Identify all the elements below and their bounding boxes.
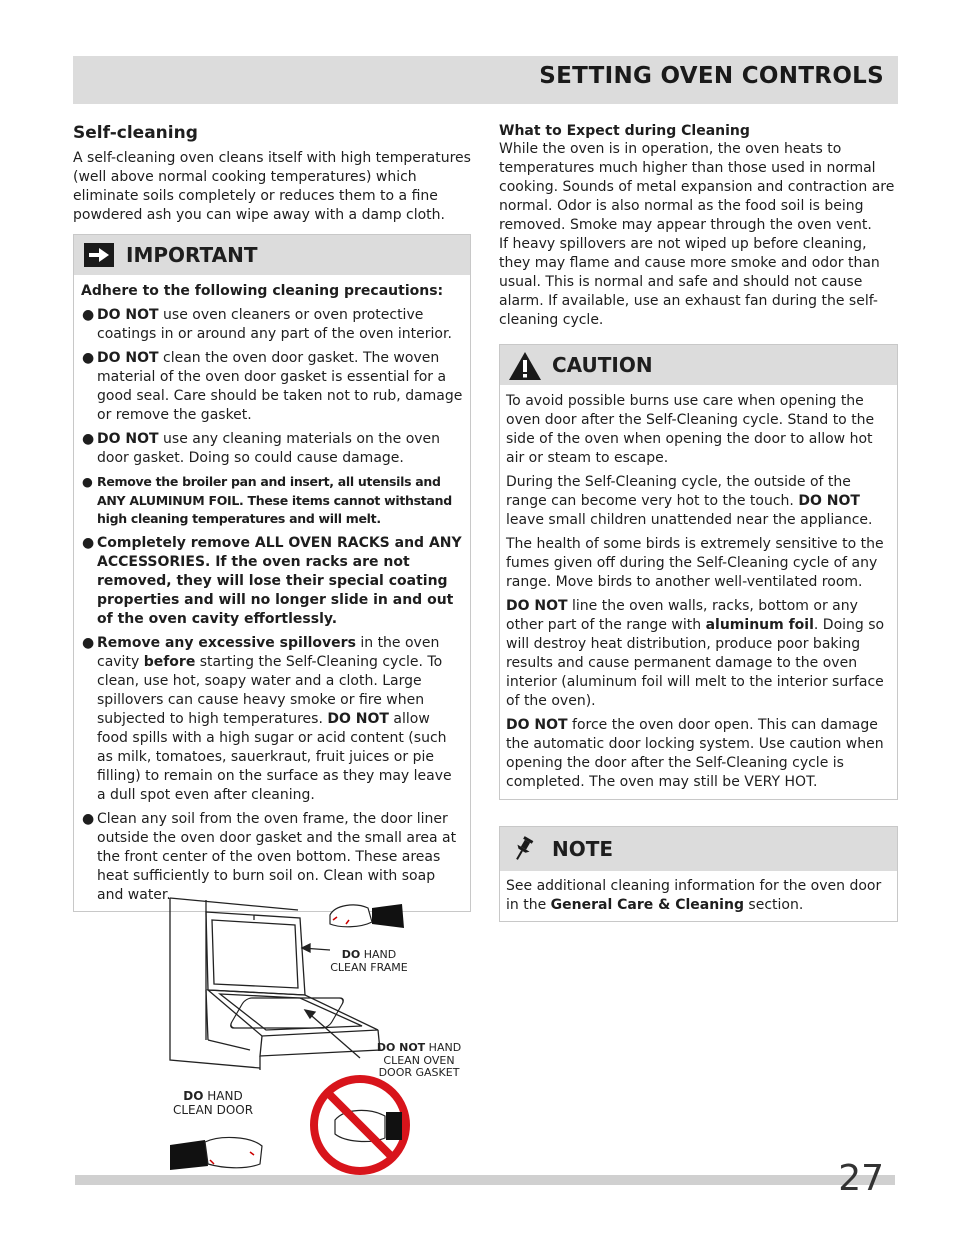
- right-column: [499, 122, 898, 922]
- precautions-list: [80, 306, 464, 905]
- footer-bar: [75, 1175, 895, 1185]
- important-box: [73, 234, 471, 912]
- note-text: See additional cleaning information for the oven door in the General Care & Cleaning section.: [506, 878, 882, 913]
- what-to-expect-p1: While the oven is in operation, the oven heats to temperatures much higher than those used in normal cooking. Sounds of metal expansion and contraction are normal. Odor is also normal as the food soil is being removed. Smoke may appear through the oven vent.: [499, 141, 895, 233]
- label-do-hand-clean-door: DO HAND CLEAN DOOR: [172, 1089, 254, 1117]
- what-to-expect-p2: If heavy spillovers are not wiped up before cleaning, they may flame and cause more smoke and odor than usual. This is normal and safe and should not cause alarm. If available, use an exhaust fan during the self-cleaning cycle.: [499, 236, 880, 328]
- caution-header: [500, 345, 897, 385]
- list-item: ● Completely remove ALL OVEN RACKS and ANY ACCESSORIES. If the oven racks are not removed, they will lose their special coating properties and will no longer slide in and out of the oven cavity effortlessly.: [82, 534, 462, 627]
- caution-label: CAUTION: [552, 353, 653, 377]
- pushpin-icon: [512, 836, 534, 866]
- oven-drawing: [150, 890, 480, 1180]
- important-lead: Adhere to the following cleaning precautions:: [81, 283, 444, 299]
- list-item: ● DO NOT clean the oven door gasket. The woven material of the oven door gasket is essential for a good seal. Care should be taken not to rub, damage or remove the gasket.: [82, 350, 463, 423]
- list-item: ● DO NOT use oven cleaners or oven protective coatings in or around any part of the oven interior.: [82, 307, 452, 342]
- prohibited-icon: [314, 1079, 406, 1171]
- hand-door-icon: [170, 1137, 262, 1170]
- important-header: [74, 235, 470, 275]
- self-cleaning-intro: A self-cleaning oven cleans itself with high temperatures (well above normal cooking temperatures) which eliminate soils completely or reduces them to a fine powdered ash you can wipe away with a damp cloth.: [73, 150, 471, 223]
- label-do-hand-clean-frame: DO HAND CLEAN FRAME: [330, 948, 408, 974]
- list-item: ● Remove any excessive spillovers in the oven cavity before starting the Self-Cleaning cycle. To clean, use hot, soapy water and a cloth. Large spillovers can cause heavy smoke or fire when subjected to high temperatures. DO NOT allow food spills with a high sugar or acid content (such as milk, tomatoes, sauerkraut, fruit juices or pie filling) to remain on the surface as they may leave a dull spot even after cleaning.: [82, 634, 452, 803]
- left-column: [73, 122, 471, 912]
- caution-p3: The health of some birds is extremely sensitive to the fumes given off during the Self-Cleaning cycle of any range. Move birds to another well-ventilated room.: [506, 536, 884, 590]
- list-item: ● DO NOT use any cleaning materials on the oven door gasket. Doing so could cause damage.: [82, 431, 441, 466]
- label-do-not-hand-clean-gasket: DO NOT HAND CLEAN OVEN DOOR GASKET: [376, 1041, 462, 1079]
- oven-cleaning-illustration: [150, 890, 480, 1180]
- list-item: ● Remove the broiler pan and insert, all utensils and ANY ALUMINUM FOIL. These items cannot withstand high cleaning temperatures and will melt.: [82, 474, 452, 526]
- caution-p2: During the Self-Cleaning cycle, the outside of the range can become very hot to the touch. DO NOT leave small children unattended near the appliance.: [506, 474, 873, 528]
- note-label: NOTE: [552, 837, 614, 861]
- note-header: [500, 827, 897, 871]
- caution-p1: To avoid possible burns use care when opening the oven door after the Self-Cleaning cycle. Stand to the side of the oven when opening the door to allow hot air or steam to escape.: [506, 393, 875, 466]
- caution-box: [499, 344, 898, 800]
- page-title: SETTING OVEN CONTROLS: [539, 63, 884, 89]
- note-box: [499, 826, 898, 922]
- warning-triangle-icon: [508, 351, 542, 385]
- page-number: 27: [838, 1158, 884, 1199]
- list-item: ● Clean any soil from the oven frame, the door liner outside the oven door gasket and the small area at the front center of the oven bottom. These areas heat sufficiently to burn soil on. Clean with soap and water.: [82, 810, 457, 903]
- important-label: IMPORTANT: [126, 243, 258, 267]
- arrow-right-icon: [84, 243, 114, 271]
- self-cleaning-heading: Self-cleaning: [73, 123, 198, 143]
- hand-frame-icon: [330, 904, 404, 928]
- caution-p4: DO NOT line the oven walls, racks, bottom or any other part of the range with aluminum foil. Doing so will destroy heat distribution, produce poor baking results and cause permanent damage to the oven interior (aluminum foil will melt to the interior surface of the oven).: [506, 598, 885, 709]
- header-bar: [73, 56, 898, 104]
- what-to-expect-heading: What to Expect during Cleaning: [499, 123, 750, 139]
- caution-p5: DO NOT force the oven door open. This can damage the automatic door locking system. Use caution when opening the door after the Self-Cleaning cycle is completed. The oven may still be VERY HOT.: [506, 717, 884, 790]
